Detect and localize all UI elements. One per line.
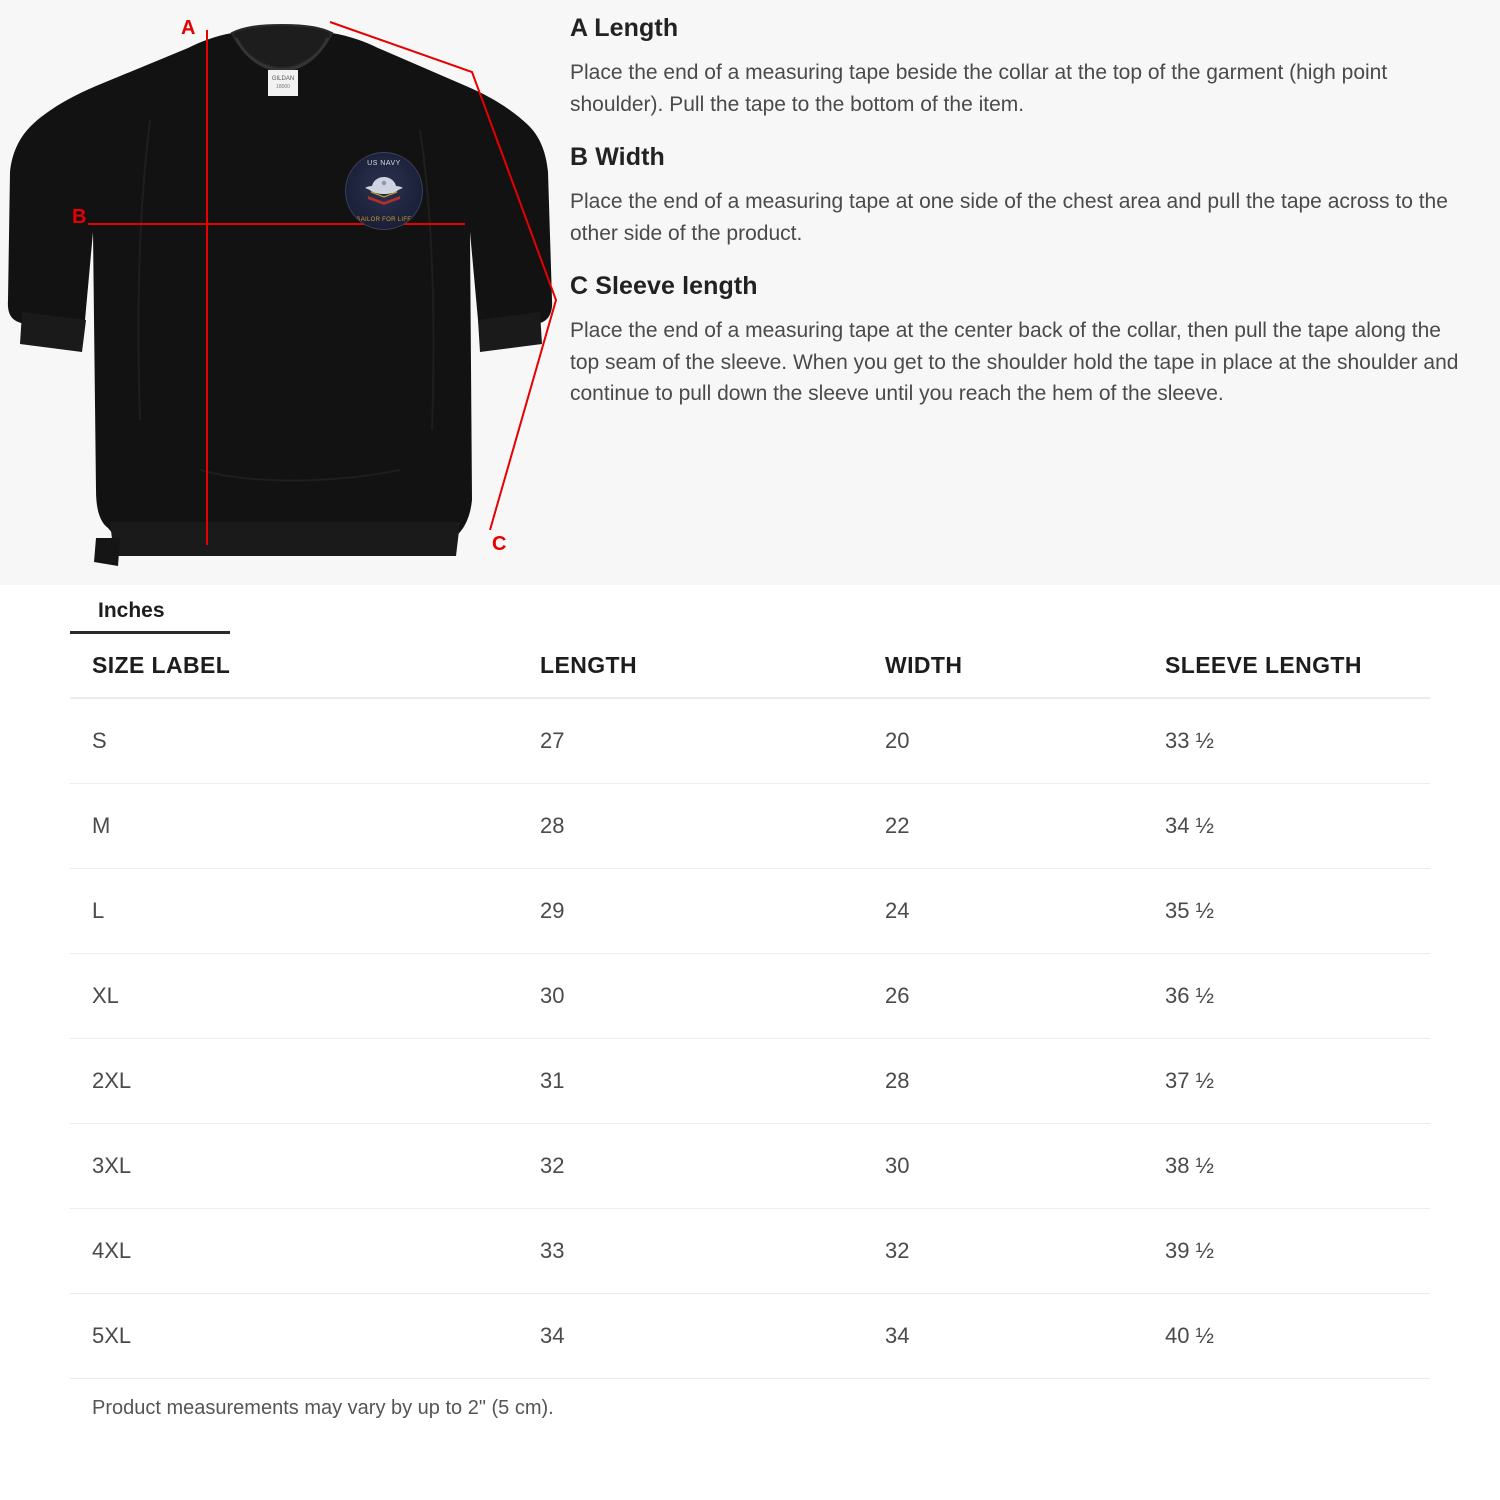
cell-length: 27: [540, 698, 885, 784]
table-header-row: [70, 634, 1430, 698]
table-row: [70, 869, 1430, 954]
column-header-length: LENGTH: [540, 634, 885, 698]
table-row: [70, 1124, 1430, 1209]
table-row: [70, 1294, 1430, 1379]
cell-width: 28: [885, 1039, 1165, 1124]
instruction-body-c: Place the end of a measuring tape at the center back of the collar, then pull the tape along the top seam of the sleeve. When you get to the shoulder hold the tape in place at the shoulder and continue to pull down the sleeve until you reach the hem of the sleeve.: [570, 318, 1459, 406]
measurement-guide-section: [0, 0, 1500, 585]
cell-sleeve: 39 ½: [1165, 1209, 1430, 1294]
instruction-body-b: Place the end of a measuring tape at one side of the chest area and pull the tape across to the other side of the product.: [570, 189, 1448, 245]
cell-width: 26: [885, 954, 1165, 1039]
cell-size: 4XL: [70, 1209, 540, 1294]
size-chart-table: [70, 634, 1430, 1379]
garment-illustration: [0, 0, 560, 585]
cell-width: 32: [885, 1209, 1165, 1294]
marker-c-label: C: [492, 533, 507, 555]
patch-bottom-text: SAILOR FOR LIFE: [356, 217, 412, 223]
column-header-sleeve-length: SLEEVE LENGTH: [1165, 634, 1430, 698]
instruction-title-a: A Length: [570, 14, 679, 42]
table-row: [70, 698, 1430, 784]
sweatshirt-graphic: [0, 0, 560, 585]
cell-size: 2XL: [70, 1039, 540, 1124]
svg-text:18000: 18000: [276, 84, 290, 90]
patch-top-text: US NAVY: [367, 160, 401, 167]
size-table-section: [0, 585, 1500, 1420]
cell-length: 28: [540, 784, 885, 869]
measurement-footnote: Product measurements may vary by up to 2" (5 cm).: [92, 1397, 554, 1419]
cell-sleeve: 37 ½: [1165, 1039, 1430, 1124]
cell-length: 30: [540, 954, 885, 1039]
instruction-body-a: Place the end of a measuring tape beside the collar at the top of the garment (high point shoulder). Pull the tape to the bottom of the item.: [570, 61, 1388, 116]
cell-width: 24: [885, 869, 1165, 954]
eagle-chevron-icon: [362, 175, 406, 205]
cell-size: 3XL: [70, 1124, 540, 1209]
instruction-title-c: C Sleeve length: [570, 271, 758, 300]
table-row: [70, 784, 1430, 869]
cell-width: 20: [885, 698, 1165, 784]
instruction-title-b: B Width: [570, 142, 665, 171]
cell-sleeve: 33 ½: [1165, 698, 1430, 784]
cell-width: 30: [885, 1124, 1165, 1209]
column-header-width: WIDTH: [885, 634, 1165, 698]
cell-size: XL: [70, 954, 540, 1039]
table-row: [70, 1039, 1430, 1124]
cell-sleeve: 40 ½: [1165, 1294, 1430, 1379]
cell-sleeve: 36 ½: [1165, 954, 1430, 1039]
marker-a-label: A: [181, 17, 196, 39]
unit-label: Inches: [70, 585, 230, 634]
cell-length: 33: [540, 1209, 885, 1294]
table-row: [70, 954, 1430, 1039]
instructions-pane: [560, 0, 1500, 585]
table-row: [70, 1209, 1430, 1294]
cell-length: 34: [540, 1294, 885, 1379]
cell-size: S: [70, 698, 540, 784]
column-header-size-label: SIZE LABEL: [70, 634, 540, 698]
cell-size: M: [70, 784, 540, 869]
cell-length: 29: [540, 869, 885, 954]
cell-sleeve: 34 ½: [1165, 784, 1430, 869]
svg-text:GILDAN: GILDAN: [271, 76, 295, 82]
cell-width: 34: [885, 1294, 1165, 1379]
cell-size: 5XL: [70, 1294, 540, 1379]
marker-b-label: B: [72, 206, 87, 228]
cell-width: 22: [885, 784, 1165, 869]
cell-length: 32: [540, 1124, 885, 1209]
cell-length: 31: [540, 1039, 885, 1124]
cell-sleeve: 38 ½: [1165, 1124, 1430, 1209]
us-navy-patch: [345, 152, 423, 230]
cell-sleeve: 35 ½: [1165, 869, 1430, 954]
cell-size: L: [70, 869, 540, 954]
